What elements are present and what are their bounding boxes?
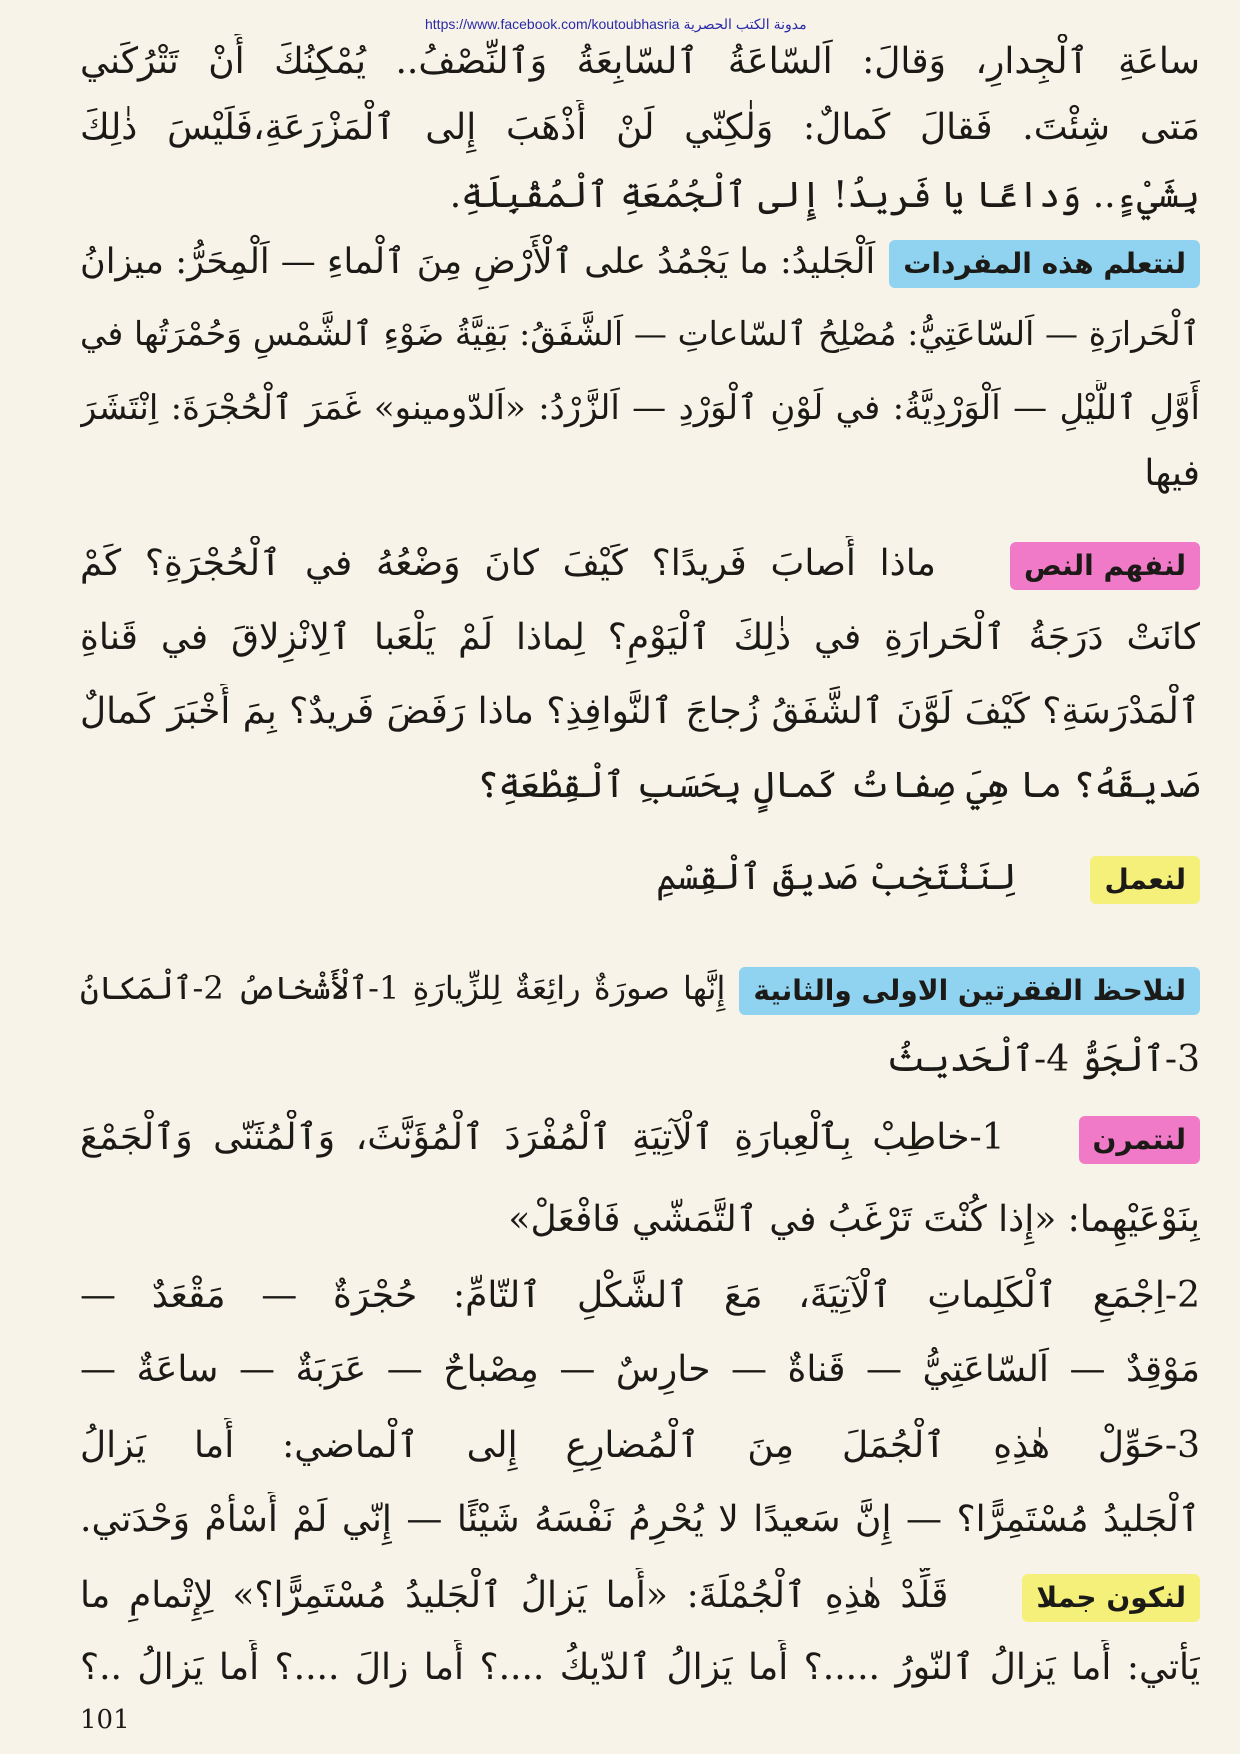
observe-line-1 (80, 960, 1200, 1016)
practice-line-6: ٱلْجَليدُ مُسْتَمِرًّا؟ — إِنَّ سَعيدًا لا يُحْرِمُ نَفْسَهُ شَيْئًا — إِنّي لَمْ أَسْأَمْ وَحْدَتي. (80, 1499, 1200, 1540)
practice-line-2: بِنَوْعَيْهِما: «إِذا كُنْتَ تَرْغَبُ في ٱلتَّمَشّي فَافْعَلْ» (508, 1199, 1200, 1240)
compose-tag: لنكون جملا (1022, 1574, 1200, 1622)
story-line-3: بِشَيْءٍ.. وَداعًا يا فَريدُ! إِلى ٱلْجُمُعَةِ ٱلْمُقْبِلَةِ. (449, 175, 1200, 216)
comprehension-tag: لنفهم النص (1010, 542, 1200, 590)
story-line-1: ساعَةِ ٱلْجِدارِ، وَقالَ: اَلسّاعَةُ ٱلسّابِعَةُ وَٱلنِّصْفُ.. يُمْكِنُكَ أَنْ تَتْرُكَني (80, 41, 1200, 82)
vocabulary-text-1: اَلْجَليدُ: ما يَجْمُدُ على ٱلْأَرْضِ مِنَ ٱلْماءِ — اَلْمِحَرُّ: ميزانُ (80, 242, 876, 282)
comprehension-text-1: ماذا أَصابَ فَريدًا؟ كَيْفَ كانَ وَضْعُهُ في ٱلْحُجْرَةِ؟ كَمْ (80, 543, 936, 584)
practice-tag: لنتمرن (1079, 1116, 1200, 1164)
vocabulary-line-3: أَوَّلِ ٱللَّيْلِ — اَلْوَرْدِيَّةُ: في لَوْنِ ٱلْوَرْدِ — اَلزَّرْدُ: «اَلدّومينو» غَمَرَ ٱلْحُجْرَةَ: اِنْتَشَرَ (80, 388, 1200, 428)
comprehension-line-3: ٱلْمَدْرَسَةِ؟ كَيْفَ لَوَّنَ ٱلشَّفَقُ زُجاجَ ٱلنَّوافِذِ؟ ماذا رَفَضَ فَريدٌ؟ بِمَ أَخْبَرَ كَمالٌ (80, 691, 1200, 732)
work-tag: لنعمل (1090, 856, 1200, 904)
watermark (425, 16, 807, 33)
practice-line-5: 3-حَوِّلْ هٰذِهِ ٱلْجُمَلَ مِنَ ٱلْمُضارِعِ إِلى ٱلْماضي: أَما يَزالُ (80, 1425, 1200, 1466)
practice-text-1: 1-خاطِبْ بِٱلْعِبارَةِ ٱلْآتِيَةِ ٱلْمُفْرَدَ ٱلْمُؤَنَّثَ، وَٱلْمُثَنّى وَٱلْجَمْعَ (80, 1117, 1005, 1158)
observe-tag: لنلاحظ الفقرتين الاولى والثانية (739, 967, 1200, 1015)
watermark-url[interactable]: https://www.facebook.com/koutoubhasria (425, 16, 680, 32)
compose-line-1 (80, 1568, 1200, 1624)
practice-line-1 (80, 1110, 1200, 1166)
page-number: 101 (80, 1705, 130, 1735)
compose-text-1: قَلِّدْ هٰذِهِ ٱلْجُمْلَةَ: «أَما يَزالُ ٱلْجَليدُ مُسْتَمِرًّا؟» لِإِتْمامِ ما (80, 1575, 949, 1616)
story-line-2: مَتى شِئْتَ. فَقالَ كَمالٌ: وَلٰكِنّي لَنْ أَذْهَبَ إِلى ٱلْمَزْرَعَةِ،فَلَيْسَ ذٰلِكَ (80, 107, 1200, 148)
vocabulary-line-2: ٱلْحَرارَةِ — اَلسّاعَتِيُّ: مُصْلِحُ ٱلسّاعاتِ — اَلشَّفَقُ: بَقِيَّةُ ضَوْءِ ٱلشَّمْسِ وَحُمْرَتُها في (80, 314, 1200, 353)
work-text-1: لِنَنْتَخِبْ صَديقَ ٱلْقِسْمِ (656, 857, 1017, 898)
practice-line-3: 2-اِجْمَعِ ٱلْكَلِماتِ ٱلْآتِيَةَ، مَعَ ٱلشَّكْلِ ٱلتّامِّ: حُجْرَةٌ — مَقْعَدٌ — (80, 1275, 1200, 1316)
vocabulary-line-4: فيها (1144, 453, 1200, 494)
vocabulary-line-1 (80, 234, 1200, 290)
compose-line-2: يَأْتي: أَما يَزالُ ٱلنّورُ .....؟ أَما يَزالُ ٱلدّيكُ ....؟ أَما زالَ ....؟ أَما يَزالُ ..؟ (80, 1647, 1200, 1688)
observe-text-1: إِنَّها صورَةٌ رائِعَةٌ لِلزِّيارَةِ 1-ٱلْأَشْخاصُ 2-ٱلْمَكانُ (80, 969, 726, 1007)
work-line-1 (80, 850, 1200, 906)
observe-line-2: 3-ٱلْجَوُّ 4-ٱلْحَديثُ (886, 1039, 1200, 1080)
practice-line-4: مَوْقِدٌ — اَلسّاعَتِيُّ — قَناةٌ — حارِسٌ — مِصْباحٌ — عَرَبَةٌ — ساعَةٌ — (80, 1349, 1200, 1390)
comprehension-line-1 (80, 536, 1200, 592)
watermark-site-name: مدونة الكتب الحصرية (683, 16, 807, 32)
comprehension-line-4: صَديقَهُ؟ ما هِيَ صِفاتُ كَمالٍ بِحَسَبِ ٱلْقِطْعَةِ؟ (477, 765, 1200, 806)
comprehension-line-2: كانَتْ دَرَجَةُ ٱلْحَرارَةِ في ذٰلِكَ ٱلْيَوْمِ؟ لِماذا لَمْ يَلْعَبا ٱلِانْزِلاقَ في قَناةِ (80, 617, 1200, 658)
vocabulary-tag: لنتعلم هذه المفردات (889, 240, 1200, 288)
